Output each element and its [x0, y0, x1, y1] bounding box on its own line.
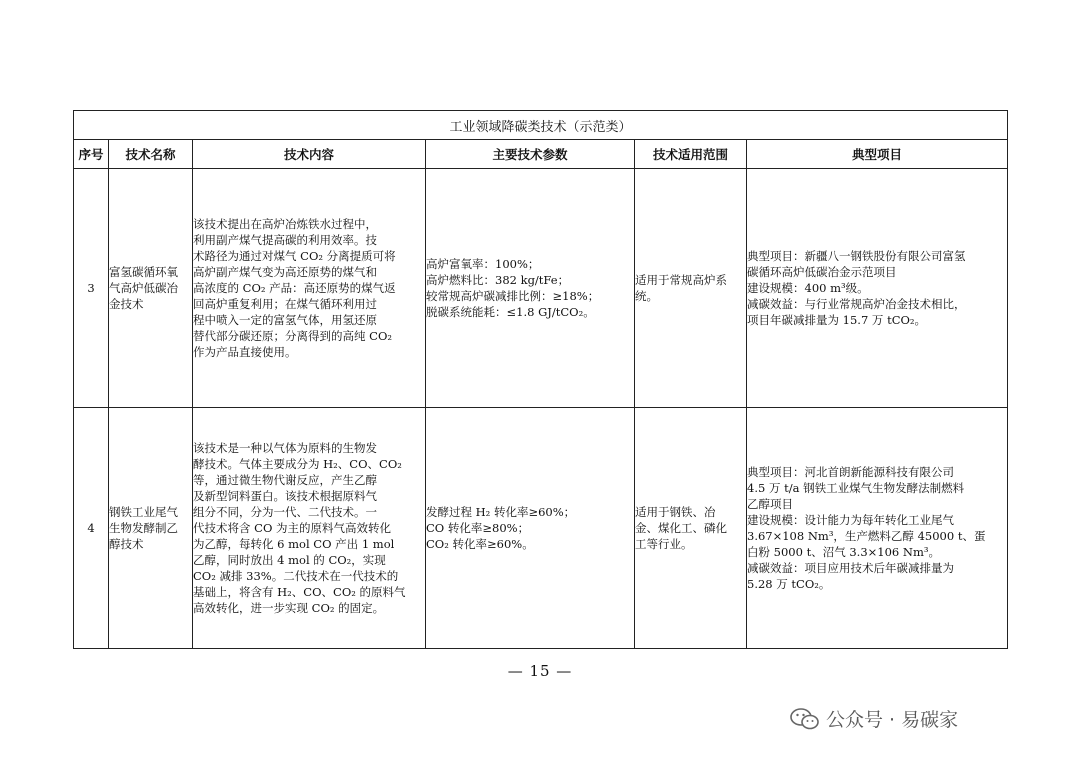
tech-params	[426, 169, 635, 408]
param-line: 脱碳系统能耗：≤1.8 GJ/tCO₂。	[426, 305, 595, 319]
project-line: 3.67×108 Nm³，生产燃料乙醇 45000 t、蛋	[747, 529, 986, 543]
wechat-icon	[790, 707, 820, 731]
project-line: 项目年碳减排量为 15.7 万 tCO₂。	[747, 313, 927, 327]
project-line: 建设规模：400 m³级。	[747, 281, 869, 295]
project-line: 典型项目：河北首朗新能源科技有限公司	[747, 465, 954, 479]
table-row	[74, 169, 1008, 408]
header-name: 技术名称	[109, 140, 193, 169]
param-line: 高炉燃料比：382 kg/tFe；	[426, 273, 570, 287]
content-line: 等，通过微生物代谢反应，产生乙醇	[193, 473, 377, 487]
content-line: 作为产品直接使用。	[193, 345, 297, 359]
scope-line: 适用于钢铁、冶	[635, 505, 716, 519]
tech-content	[193, 408, 426, 649]
content-line: 高浓度的 CO₂ 产品：高还原势的煤气返	[193, 281, 396, 295]
param-line: CO₂ 转化率≥60%。	[426, 537, 534, 551]
row-index: 4	[74, 408, 109, 649]
content-line: 术路径为通过对煤气 CO₂ 分离提质可将	[193, 249, 396, 263]
tech-content	[193, 169, 426, 408]
content-line: 回高炉重复利用；在煤气循环利用过	[193, 297, 377, 311]
scope-line: 工等行业。	[635, 537, 693, 551]
content-line: 该技术提出在高炉冶炼铁水过程中，	[193, 217, 377, 231]
project-line: 白粉 5000 t、沼气 3.3×106 Nm³。	[747, 545, 940, 559]
param-line: 发酵过程 H₂ 转化率≥60%；	[426, 505, 576, 519]
project-line: 乙醇项目	[747, 497, 793, 511]
scope-line: 金、煤化工、磷化	[635, 521, 727, 535]
content-line: 酵技术。气体主要成分为 H₂、CO、CO₂	[193, 457, 402, 471]
tech-scope	[635, 408, 747, 649]
typical-project	[747, 408, 1008, 649]
tech-name	[109, 169, 193, 408]
row-index: 3	[74, 169, 109, 408]
header-index: 序号	[74, 140, 109, 169]
table-header-row	[74, 140, 1008, 169]
content-line: 为乙醇，每转化 6 mol CO 产出 1 mol	[193, 537, 395, 551]
header-content: 技术内容	[193, 140, 426, 169]
param-line: 高炉富氧率：100%；	[426, 257, 540, 271]
header-project: 典型项目	[747, 140, 1008, 169]
param-line: 较常规高炉碳减排比例：≥18%；	[426, 289, 600, 303]
project-line: 减碳效益：项目应用技术后年碳减排量为	[747, 561, 954, 575]
tech-name-line: 生物发酵制乙	[109, 521, 178, 535]
table-title-row	[74, 111, 1008, 140]
project-line: 减碳效益：与行业常规高炉冶金技术相比，	[747, 297, 966, 311]
technology-table	[73, 110, 1008, 649]
content-line: 高炉副产煤气变为高还原势的煤气和	[193, 265, 377, 279]
content-line: 利用副产煤气提高碳的利用效率。技	[193, 233, 377, 247]
table-title: 工业领域降碳类技术（示范类）	[74, 111, 1008, 140]
tech-name-line: 气高炉低碳冶	[109, 281, 178, 295]
page-number: — 15 —	[507, 662, 573, 680]
tech-name	[109, 408, 193, 649]
scope-line: 统。	[635, 289, 658, 303]
header-scope: 技术适用范围	[635, 140, 747, 169]
project-line: 5.28 万 tCO₂。	[747, 577, 831, 591]
watermark	[790, 705, 958, 732]
tech-params	[426, 408, 635, 649]
content-line: 及新型饲料蛋白。该技术根据原料气	[193, 489, 377, 503]
content-line: 乙醇，同时放出 4 mol 的 CO₂，实现	[193, 553, 386, 567]
param-line: CO 转化率≥80%；	[426, 521, 530, 535]
content-line: CO₂ 减排 33%。二代技术在一代技术的	[193, 569, 399, 583]
content-line: 替代部分碳还原；分离得到的高纯 CO₂	[193, 329, 392, 343]
header-params: 主要技术参数	[426, 140, 635, 169]
content-line: 代技术将含 CO 为主的原料气高效转化	[193, 521, 392, 535]
scope-line: 适用于常规高炉系	[635, 273, 727, 287]
content-line: 高效转化，进一步实现 CO₂ 的固定。	[193, 601, 385, 615]
content-line: 组分不同，分为一代、二代技术。一	[193, 505, 377, 519]
watermark-text: 公众号 · 易碳家	[826, 709, 959, 731]
content-line: 基础上，将含有 H₂、CO、CO₂ 的原料气	[193, 585, 406, 599]
project-line: 碳循环高炉低碳冶金示范项目	[747, 265, 897, 279]
tech-name-line: 钢铁工业尾气	[109, 505, 178, 519]
content-line: 该技术是一种以气体为原料的生物发	[193, 441, 377, 455]
tech-name-line: 醇技术	[109, 537, 144, 551]
project-line: 典型项目：新疆八一钢铁股份有限公司富氢	[747, 249, 966, 263]
project-line: 建设规模：设计能力为每年转化工业尾气	[747, 513, 954, 527]
typical-project	[747, 169, 1008, 408]
project-line: 4.5 万 t/a 钢铁工业煤气生物发酵法制燃料	[747, 481, 965, 495]
tech-name-line: 金技术	[109, 297, 144, 311]
content-line: 程中喷入一定的富氢气体，用氢还原	[193, 313, 377, 327]
table-row	[74, 408, 1008, 649]
tech-scope	[635, 169, 747, 408]
tech-name-line: 富氢碳循环氧	[109, 265, 178, 279]
